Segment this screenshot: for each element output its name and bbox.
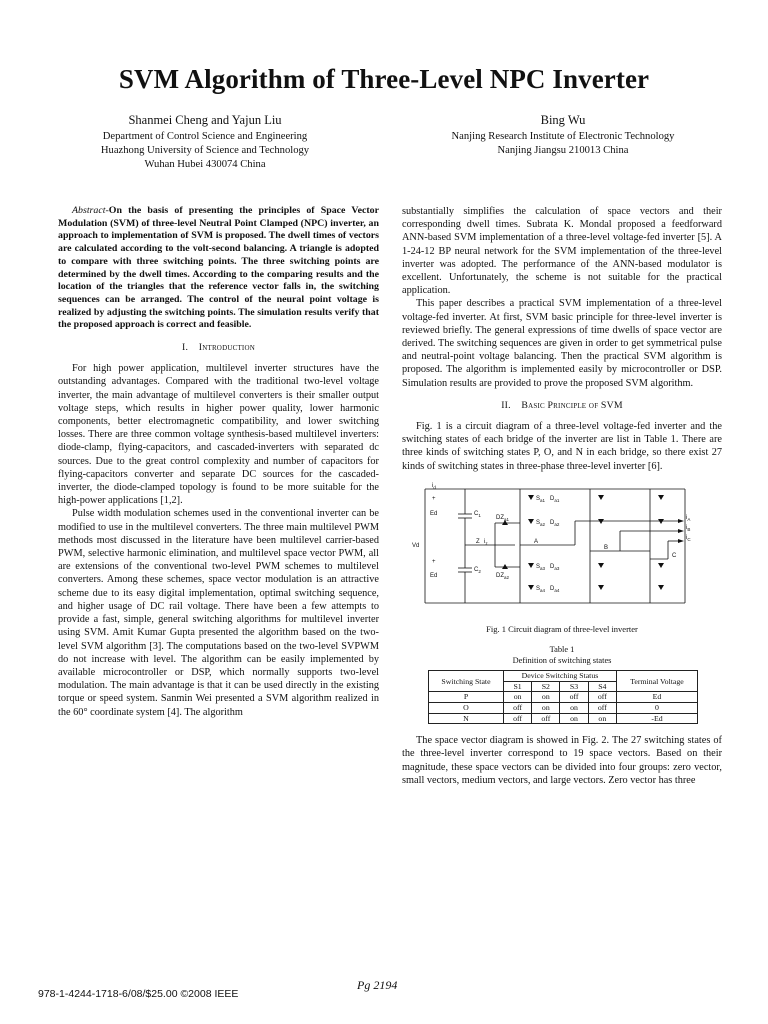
table-cell: O (429, 703, 504, 714)
body-paragraph: substantially simplifies the calculation of space vectors and their corresponding dwell times. Subrata K. Mondal proposed a feedforward ANN-based SVM implementation of a three-level voltage-fed inverter [5]. A 1-24-12 BP neural network for the SVM implementation of the three-level inverter was adopted. The performance of the ANN-based modulator is excellent. Unfortunately, the scheme is not suitable for the practical application. (402, 206, 722, 297)
table-header-cell: Device Switching Status (503, 671, 616, 682)
table-header-cell: S1 (503, 681, 531, 692)
table-header-cell: S3 (560, 681, 588, 692)
affiliation-line: Nanjing Research Institute of Electronic Technology (451, 131, 675, 142)
footer-isbn: 978-1-4244-1718-6/08/$25.00 ©2008 IEEE (38, 988, 239, 1000)
table-header-cell: Switching State (429, 671, 504, 692)
label-ed-top: Ed (430, 510, 438, 517)
table-title: Table 1 (549, 645, 575, 655)
section-number: I. (182, 342, 189, 354)
table-subtitle: Definition of switching states (512, 656, 612, 666)
label-s3: $S_{a3}$ (536, 563, 546, 571)
label-s1: $S_{a1}$ (536, 495, 546, 503)
footer-page-number: Pg 2194 (357, 978, 398, 992)
table-cell: Ed (616, 692, 697, 703)
table-header-cell: S2 (532, 681, 560, 692)
label-ia: $i_A$ (686, 514, 691, 522)
table-cell: on (560, 713, 588, 724)
table-row (429, 713, 698, 724)
section-heading-introduction (58, 341, 379, 354)
table-header-row (429, 671, 698, 682)
figure-caption: Fig. 1 Circuit diagram of three-level inverter (486, 624, 638, 635)
label-iz: $i_z$ (484, 538, 488, 546)
table-cell: off (532, 713, 560, 724)
author-names-1: Shanmei Cheng and Yajun Liu (128, 113, 282, 127)
switching-states-table (428, 670, 698, 724)
label-c2: $C_2$ (474, 566, 481, 574)
author-block-1 (20, 113, 390, 172)
affiliation-line: Wuhan Hubei 430074 China (144, 159, 266, 170)
table-cell: on (588, 713, 616, 724)
right-column (402, 205, 722, 787)
abstract-lead: Abstract- (72, 205, 109, 216)
affiliation-line: Department of Control Science and Engineering (102, 131, 308, 142)
table-cell: on (560, 703, 588, 714)
table-header-cell: Terminal Voltage (616, 671, 697, 692)
affiliation-line: Huazhong University of Science and Technology (100, 145, 310, 156)
label-dz1: $DZ_{a1}$ (496, 514, 510, 522)
label-plus-bottom: + (432, 558, 436, 565)
author-names-2: Bing Wu (540, 113, 586, 127)
label-dz2: $DZ_{a2}$ (496, 572, 510, 580)
label-node-b: B (604, 544, 609, 551)
table-row (429, 692, 698, 703)
table-cell: off (588, 692, 616, 703)
abstract (58, 205, 379, 332)
table-cell: off (560, 692, 588, 703)
circuit-diagram (410, 481, 710, 611)
section-title: Basic Principle of SVM (521, 399, 623, 411)
left-column (58, 205, 379, 719)
table-cell: 0 (616, 703, 697, 714)
label-node-a: A (534, 538, 539, 545)
table-cell: off (503, 713, 531, 724)
label-d2: $D_{a2}$ (550, 519, 560, 527)
label-s2: $S_{a2}$ (536, 519, 546, 527)
paper-title: SVM Algorithm of Three-Level NPC Inverter (118, 64, 650, 94)
label-s4: $S_{a4}$ (536, 585, 546, 593)
table-header-cell: S4 (588, 681, 616, 692)
body-paragraph: This paper describes a practical SVM implementation of a three-level voltage-fed inverter. At first, SVM basic principle for three-level inverter is reviewed briefly. The general expressions of time dwells of space vector are derived. The switching sequences are given in order to get symmetrical pulse and neutral-point voltage balancing. Then the practical SVM algorithm is proposed. The algorithm is implemented easily by microcontroller or DSP. Simulation results are provided to prove the proposed SVM algorithm. (402, 298, 722, 389)
body-paragraph: The space vector diagram is showed in Fig. 2. The 27 switching states of the three-level inverter correspond to 19 space vectors. Based on their magnitude, these space vectors can be divided into four groups: zero vector, small vectors, medium vectors, and large vectors. Zero vector has three (402, 735, 722, 786)
label-d1: $D_{a1}$ (550, 495, 560, 503)
table-cell: off (588, 703, 616, 714)
author-block-2 (378, 113, 748, 158)
affiliation-line: Nanjing Jiangsu 210013 China (497, 145, 629, 156)
label-node-c: C (672, 552, 677, 559)
body-paragraph: Fig. 1 is a circuit diagram of a three-level voltage-fed inverter and the switching states of each bridge of the inverter are list in Table 1. There are three kinds of switching states P, O, and N in each bridge, so there exist 27 kinds of switching states in three-phase three-level inverter [6]. (402, 421, 722, 472)
table-row (429, 703, 698, 714)
table-cell: on (532, 692, 560, 703)
table-cell: P (429, 692, 504, 703)
label-ib: $i_B$ (686, 524, 691, 532)
label-vd: Vd (412, 542, 420, 549)
table-cell: off (503, 703, 531, 714)
label-ed-bottom: Ed (430, 572, 438, 579)
abstract-text: On the basis of presenting the principles of Space Vector Modulation (SVM) of three-level Neutral Point Clamped (NPC) inverter, an approach to implementation of SVM is proposed. The dwell times of vectors are calculated according to the volt-second balancing. A triangle is adopted to compare with three switching points. The three switching points are determined by the dwell times. According to the comparing results and the location of the triangles that the reference vector falls in, the switching sequences can be arranged. The control of the neural point voltage is realized by adjusting the switching points. The simulation results verify that the proposed approach is correct and feasible. (58, 205, 379, 331)
section-number: II. (501, 399, 511, 411)
section-title: Introduction (198, 342, 255, 354)
section-heading-basic-principle (402, 399, 722, 412)
label-d4: $D_{a4}$ (550, 585, 560, 593)
label-ic: $i_C$ (686, 534, 691, 542)
body-paragraph: Pulse width modulation schemes used in the conventional inverter can be modified to use in the multilevel converters. The three main multilevel PWM methods most discussed in the literature have been multilevel carrier-based PWM, selective harmonic elimination, and multilevel space vector PWM, all are extensions of the conventional two-level PWM schemes to multilevel converters. Among these schemes, space vector modulation is an attractive scheme due to its easy digital implementation, optimal switching sequence, and higher usage of DC rail voltage. There have been a few attempts to provide a fast, simple, general switching algorithms for multilevel inverter using SVM. Amit Kumar Gupta presented the algorithm based on the two-level SVM algorithm [3]. The computations based on the two-level SVPWM do not increase with level. The algorithm can be easily implemented by available microcontroller or DSP, which normally supports two-level modulation. The main advantage is that it can be used directly in the existing torque or speed system. Sanmin Wei presented a SVM algorithm realized in the 60° coordinate system [4]. The algorithm (58, 508, 379, 718)
body-paragraph: For high power application, multilevel inverter structures have the outstanding advantages. Compared with the traditional two-level voltage inverter, the main advantage of multilevel converters is their smaller output voltage steps, which results in higher power quality, lower harmonic components, better electromagnetic compatibility, and lower switching losses. There are three common voltage synthesis-based multilevel inverters: diode-clamp, flying-capacitors, and cascaded-inverters with separated dc sources. Due to the great control complexity and number of capacitors for flying-capacitors converter and separate DC sources for the cascaded-inverter, the diode-clamped topology is found to be more suitable for the high-power applications [1,2]. (58, 363, 379, 507)
table-cell: -Ed (616, 713, 697, 724)
label-z: Z (476, 538, 480, 545)
label-d3: $D_{a3}$ (550, 563, 560, 571)
label-c1: $C_1$ (474, 510, 481, 518)
table-cell: on (503, 692, 531, 703)
table-cell: on (532, 703, 560, 714)
label-id: $i_d$ (432, 482, 436, 490)
label-plus-top: + (432, 495, 436, 502)
table-cell: N (429, 713, 504, 724)
